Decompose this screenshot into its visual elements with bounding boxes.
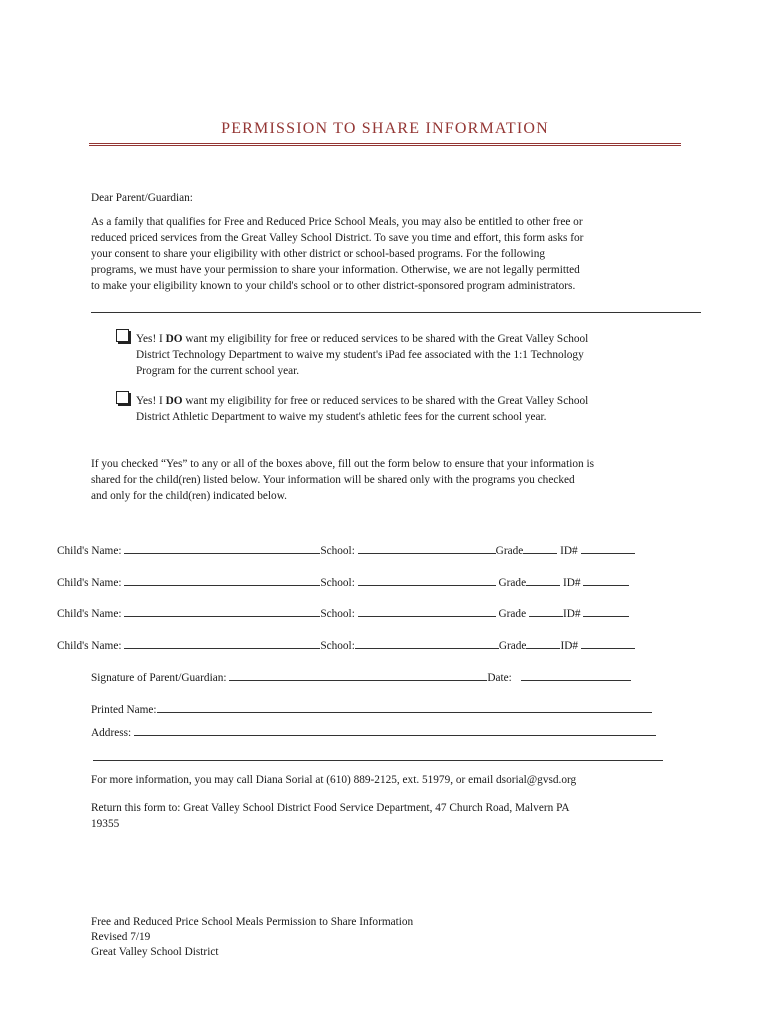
contact-info: For more information, you may call Diana Sorial at (610) 889-2125, ext. 51979, or email dsorial@gvsd.org [91,774,577,786]
school-field[interactable] [358,575,496,586]
id-field[interactable] [581,543,635,554]
child-name-field[interactable] [124,543,320,554]
footer-revision: Revised 7/19 [91,931,151,943]
date-field[interactable] [521,670,631,681]
grade-field[interactable] [526,575,560,586]
child-row: Child's Name: School: Grade ID# [57,575,629,589]
technology-consent-checkbox[interactable] [116,329,129,342]
address-row: Address: [91,725,656,739]
child-row: Child's Name: School: Grade ID# [57,543,635,557]
footer [91,915,413,960]
child-name-field[interactable] [124,606,320,617]
printed-name-row: Printed Name: [91,702,652,716]
child-name-field[interactable] [124,575,320,586]
athletic-consent-checkbox[interactable] [116,391,129,404]
address-line-2[interactable] [93,760,663,761]
title-rule [89,143,681,146]
id-field[interactable] [583,606,629,617]
signature-field[interactable] [229,670,487,681]
athletic-consent-text: Yes! I DO want my eligibility for free or reduced services to be shared with the Great Valley School District Athletic Department to waive my student's athletic fees for the current school year. [136,395,589,423]
technology-consent-text: Yes! I DO want my eligibility for free or reduced services to be shared with the Great Valley School District Technology Department to waive my student's iPad fee associated with the 1:1 Technology Program for the current school year. [136,333,589,377]
id-field[interactable] [581,638,635,649]
intro-line: programs, we must have your permission to share your information. Otherwise, we are not legally permitted [91,264,580,276]
section-divider [91,312,701,313]
return-instructions: Return this form to: Great Valley School District Food Service Department, 47 Church Road, Malvern PA 19355 [91,802,570,830]
grade-field[interactable] [529,606,563,617]
intro-line: reduced priced services from the Great Valley School District. To save you time and effort, this form asks for [91,232,584,244]
school-field[interactable] [358,606,496,617]
page-title: PERMISSION TO SHARE INFORMATION [221,120,549,137]
footer-title: Free and Reduced Price School Meals Permission to Share Information [91,916,414,928]
school-field[interactable] [355,638,499,649]
school-field[interactable] [358,543,496,554]
signature-row: Signature of Parent/Guardian: Date: [91,670,631,684]
address-field[interactable] [134,725,656,736]
intro-paragraph [91,214,711,294]
intro-line: your consent to share your eligibility with other district or school-based programs. For the following [91,248,545,260]
grade-field[interactable] [523,543,557,554]
child-row: Child's Name: School: Grade ID# [57,638,635,652]
instructions-paragraph: If you checked “Yes” to any or all of the boxes above, fill out the form below to ensure that your information is shared for the child(ren) listed below. Your information will be shared only with the programs you checked and only for the child(ren) indicated below. [91,458,595,502]
intro-line: As a family that qualifies for Free and Reduced Price School Meals, you may also be entitled to other free or [91,216,583,228]
printed-name-field[interactable] [157,702,652,713]
intro-line: to make your eligibility known to your child's school or to other district-sponsored program administrators. [91,280,576,292]
greeting: Dear Parent/Guardian: [91,192,193,204]
child-name-field[interactable] [124,638,320,649]
footer-district: Great Valley School District [91,946,219,958]
id-field[interactable] [583,575,629,586]
grade-field[interactable] [526,638,560,649]
child-row: Child's Name: School: Grade ID# [57,606,629,620]
